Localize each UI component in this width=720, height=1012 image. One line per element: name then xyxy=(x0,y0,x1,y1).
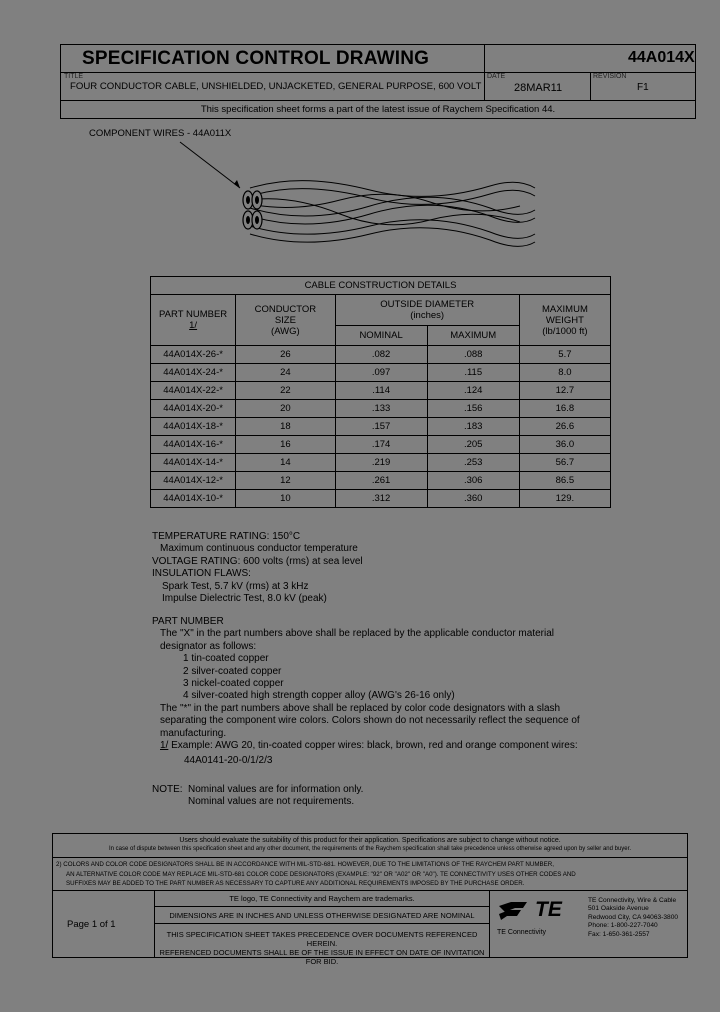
precedence-note xyxy=(154,930,490,966)
users-note-line1: Users should evaluate the suitability of this product for their application. Specifications are subject to change without notice. xyxy=(179,837,561,844)
note-row-2 xyxy=(152,796,363,808)
cell-part: 44A014X-24-* xyxy=(151,364,236,382)
col-conductor-line2: SIZE xyxy=(274,314,296,326)
part-number-heading: PART NUMBER xyxy=(152,616,224,627)
cell-part: 44A014X-14-* xyxy=(151,454,236,472)
cell-awg: 10 xyxy=(236,490,335,508)
te-logo-text: TE xyxy=(535,898,562,921)
cell-part: 44A014X-20-* xyxy=(151,400,236,418)
material-option-2: 2 silver-coated copper xyxy=(183,665,282,677)
cell-maximum: .205 xyxy=(427,436,519,454)
material-option-4: 4 silver-coated high strength copper alloy (AWG's 26-16 only) xyxy=(183,690,455,702)
col-weight-line2: WEIGHT xyxy=(545,314,584,326)
part-number-line5: manufacturing. xyxy=(160,727,227,739)
cell-maximum: .253 xyxy=(427,454,519,472)
cable-description: FOUR CONDUCTOR CABLE, UNSHIELDED, UNJACKETED, GENERAL PURPOSE, 600 VOLT xyxy=(70,81,482,92)
table-row xyxy=(151,364,611,382)
col-weight-line1: MAXIMUM xyxy=(541,303,588,315)
cell-weight: 56.7 xyxy=(519,454,610,472)
date-value: 28MAR11 xyxy=(514,82,563,94)
col-header-weight xyxy=(519,295,610,346)
part-number-line3: The "*" in the part numbers above shall be replaced by color code designators with a slash xyxy=(160,702,561,714)
note-label: NOTE: xyxy=(152,784,183,795)
example-part-number: 44A0141-20-0/1/2/3 xyxy=(184,755,273,767)
page-indicator: Page 1 of 1 xyxy=(67,919,116,930)
footer-color-note xyxy=(56,860,576,889)
color-note-line3: SUFFIXES MAY BE ADDED TO THE PART NUMBER AS NECESSARY TO CAPTURE ANY ADDITIONAL REQUIREMENTS IMPOSED BY THE PURCHASE ORDER. xyxy=(66,880,525,887)
table-row xyxy=(151,418,611,436)
cell-weight: 26.6 xyxy=(519,418,610,436)
cell-nominal: .261 xyxy=(335,472,427,490)
revision-label: REVISION xyxy=(593,73,627,80)
part-number-line1: The "X" in the part numbers above shall be replaced by the applicable conductor material xyxy=(160,628,554,640)
impulse-test: Impulse Dielectric Test, 8.0 kV (peak) xyxy=(162,593,327,605)
col-conductor-line1: CONDUCTOR xyxy=(254,303,317,315)
col-weight-line3: (lb/1000 ft) xyxy=(542,325,588,337)
cell-maximum: .306 xyxy=(427,472,519,490)
cell-awg: 26 xyxy=(236,346,335,364)
cell-awg: 14 xyxy=(236,454,335,472)
example-line xyxy=(152,740,580,752)
company-address xyxy=(588,897,678,939)
col-header-maximum: MAXIMUM xyxy=(427,325,519,345)
dimensions-note: DIMENSIONS ARE IN INCHES AND UNLESS OTHERWISE DESIGNATED ARE NOMINAL xyxy=(169,911,475,920)
col-od-label: OUTSIDE DIAMETER xyxy=(380,298,475,310)
cell-nominal: .312 xyxy=(335,490,427,508)
cell-part: 44A014X-12-* xyxy=(151,472,236,490)
col-header-nominal: NOMINAL xyxy=(335,325,427,345)
cell-nominal: .082 xyxy=(335,346,427,364)
col-part-note: 1/ xyxy=(189,320,198,331)
cell-part: 44A014X-16-* xyxy=(151,436,236,454)
cable-illustration xyxy=(140,138,540,258)
col-od-units: (inches) xyxy=(410,309,445,321)
table-row xyxy=(151,454,611,472)
material-option-3: 3 nickel-coated copper xyxy=(183,678,284,690)
table-row xyxy=(151,472,611,490)
date-label: DATE xyxy=(487,73,506,80)
note-row-1 xyxy=(152,784,363,796)
cell-awg: 20 xyxy=(236,400,335,418)
te-logo-subtext: TE Connectivity xyxy=(497,929,547,936)
spec-reference-line: This specification sheet forms a part of the latest issue of Raychem Specification 44. xyxy=(200,104,556,115)
users-note-line2: In case of dispute between this specification sheet and any other document, the requirements of the Raychem specification shall take precedence unless otherwise agreed upon by seller and buyer. xyxy=(109,846,631,852)
cell-awg: 12 xyxy=(236,472,335,490)
cable-construction-table xyxy=(150,276,611,508)
table-row xyxy=(151,490,611,508)
example-mark: 1/ xyxy=(160,740,169,752)
title-label: TITLE xyxy=(64,73,84,80)
note-line1: Nominal values are for information only. xyxy=(188,784,364,795)
spark-test: Spark Test, 5.7 kV (rms) at 3 kHz xyxy=(162,580,309,592)
cell-maximum: .360 xyxy=(427,490,519,508)
note-block xyxy=(152,784,363,809)
cell-nominal: .133 xyxy=(335,400,427,418)
col-header-part xyxy=(151,295,236,346)
cell-maximum: .156 xyxy=(427,400,519,418)
precedence-line1: THIS SPECIFICATION SHEET TAKES PRECEDENCE OVER DOCUMENTS REFERENCED HEREIN. xyxy=(166,930,478,948)
cell-weight: 86.5 xyxy=(519,472,610,490)
company-phone: Phone: 1-800-227-7040 xyxy=(588,922,658,930)
table-title: CABLE CONSTRUCTION DETAILS xyxy=(151,277,611,295)
note-line2: Nominal values are not requirements. xyxy=(188,796,355,808)
insulation-flaws: INSULATION FLAWS: xyxy=(152,568,251,580)
trademark-note: TE logo, TE Connectivity and Raychem are trademarks. xyxy=(229,894,415,903)
cell-awg: 16 xyxy=(236,436,335,454)
company-street: 501 Oakside Avenue xyxy=(588,905,649,913)
cell-weight: 129. xyxy=(519,490,610,508)
component-wires-callout: COMPONENT WIRES - 44A011X xyxy=(89,128,232,139)
precedence-line2: REFERENCED DOCUMENTS SHALL BE OF THE ISSUE IN EFFECT ON DATE OF INVITATION FOR BID. xyxy=(159,948,485,966)
material-option-1: 1 tin-coated copper xyxy=(183,653,269,665)
company-city: Redwood City, CA 94063-3800 xyxy=(588,913,679,921)
cell-nominal: .114 xyxy=(335,382,427,400)
footer-users-note xyxy=(54,836,686,854)
cell-weight: 12.7 xyxy=(519,382,610,400)
col-header-od xyxy=(335,295,519,326)
te-logo xyxy=(497,898,562,936)
te-logo-mark xyxy=(497,900,535,922)
temperature-note: Maximum continuous conductor temperature xyxy=(160,543,358,555)
part-number-line4: separating the component wire colors. Colors shown do not necessarily reflect the sequence of xyxy=(160,715,580,727)
cell-nominal: .174 xyxy=(335,436,427,454)
ratings-block xyxy=(152,531,363,605)
cell-awg: 24 xyxy=(236,364,335,382)
cell-weight: 16.8 xyxy=(519,400,610,418)
cell-weight: 8.0 xyxy=(519,364,610,382)
cell-awg: 22 xyxy=(236,382,335,400)
cell-maximum: .115 xyxy=(427,364,519,382)
voltage-rating: VOLTAGE RATING: 600 volts (rms) at sea level xyxy=(152,555,363,567)
table-row xyxy=(151,346,611,364)
cell-maximum: .124 xyxy=(427,382,519,400)
company-name: TE Connectivity, Wire & Cable xyxy=(588,897,677,904)
revision-value: F1 xyxy=(637,82,649,93)
table-row xyxy=(151,382,611,400)
cell-awg: 18 xyxy=(236,418,335,436)
cell-part: 44A014X-26-* xyxy=(151,346,236,364)
col-conductor-line3: (AWG) xyxy=(271,325,300,337)
table-row xyxy=(151,400,611,418)
company-fax: Fax: 1-650-361-2557 xyxy=(588,930,650,938)
cell-maximum: .183 xyxy=(427,418,519,436)
cell-part: 44A014X-22-* xyxy=(151,382,236,400)
col-part-label: PART NUMBER xyxy=(159,309,228,320)
cell-part: 44A014X-18-* xyxy=(151,418,236,436)
color-note-line1: 2) COLORS AND COLOR CODE DESIGNATORS SHALL BE IN ACCORDANCE WITH MIL-STD-681. HOWEVER, DUE TO THE LIMITATIONS OF THE RAYCHEM PART NUMBER, xyxy=(56,861,554,868)
page-title: SPECIFICATION CONTROL DRAWING xyxy=(82,48,430,69)
col-header-conductor xyxy=(236,295,335,346)
cell-nominal: .157 xyxy=(335,418,427,436)
part-number-line2: designator as follows: xyxy=(160,640,257,652)
color-note-line2: AN ALTERNATIVE COLOR CODE MAY REPLACE MIL-STD-681 COLOR CODE DESIGNATORS (EXAMPLE: "92" OR "A02" OR "A0"). TE CONNECTIVITY USES OTHER CODES AND xyxy=(66,870,576,878)
cell-nominal: .097 xyxy=(335,364,427,382)
example-text: Example: AWG 20, tin-coated copper wires: black, brown, red and orange component wires: xyxy=(171,740,578,752)
cell-maximum: .088 xyxy=(427,346,519,364)
part-number-block xyxy=(152,616,580,768)
doc-number: 44A014X xyxy=(628,49,695,66)
cell-weight: 5.7 xyxy=(519,346,610,364)
cell-weight: 36.0 xyxy=(519,436,610,454)
table-row xyxy=(151,436,611,454)
cell-nominal: .219 xyxy=(335,454,427,472)
cell-part: 44A014X-10-* xyxy=(151,490,236,508)
temperature-rating: TEMPERATURE RATING: 150°C xyxy=(152,531,301,542)
